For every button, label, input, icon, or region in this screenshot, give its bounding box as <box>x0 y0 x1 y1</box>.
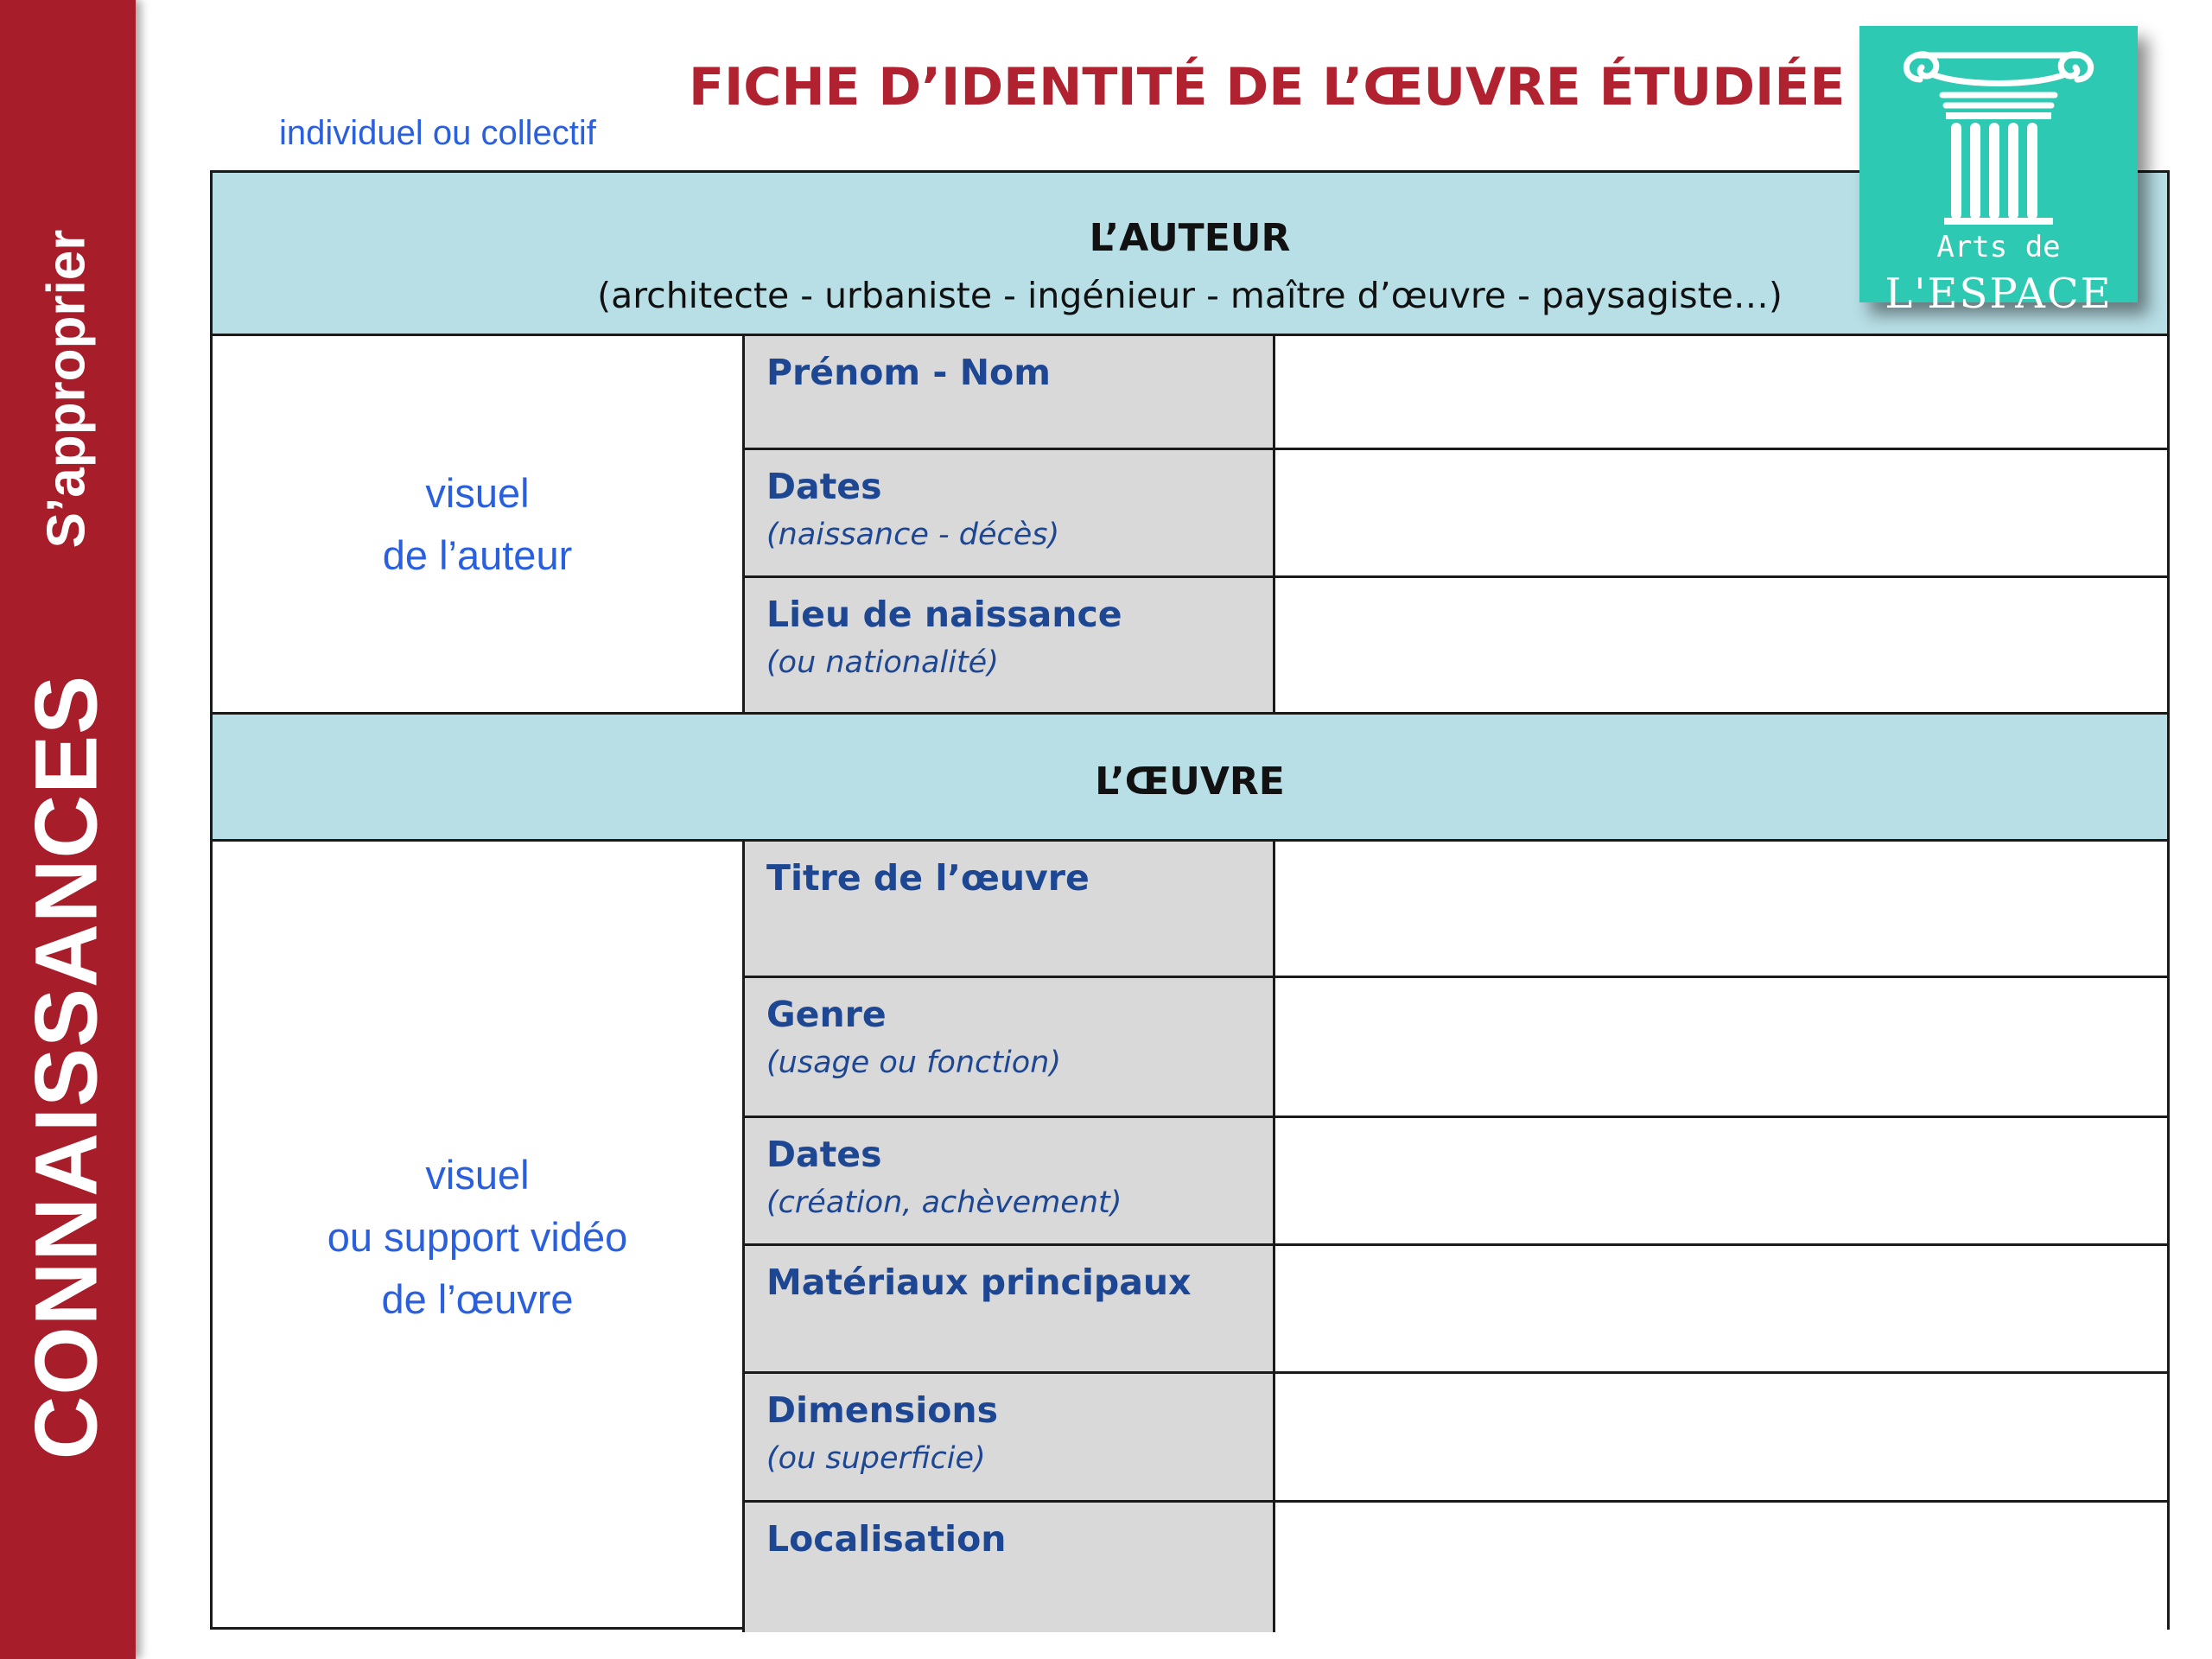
row-label-text: Dates <box>766 466 882 507</box>
oeuvre-dimensions-field[interactable] <box>1275 1374 2167 1503</box>
row-label-text: Titre de l’œuvre <box>766 857 1090 899</box>
oeuvre-visual-placeholder[interactable] <box>213 842 745 1632</box>
row-hint-text: (usage ou fonction) <box>766 1046 1061 1080</box>
row-label-text: Prénom - Nom <box>766 352 1051 393</box>
side-band <box>0 0 136 1659</box>
oeuvre-header <box>213 712 2167 842</box>
row-label-text: Matériaux principaux <box>766 1262 1192 1303</box>
auteur-row-dates-label <box>745 450 1275 578</box>
oeuvre-visual-line3: de l’œuvre <box>381 1275 574 1322</box>
auteur-visual-placeholder[interactable] <box>213 336 745 712</box>
auteur-birthplace-field[interactable] <box>1275 578 2167 712</box>
oeuvre-row-materials-label <box>745 1246 1275 1374</box>
ionic-column-icon <box>1859 26 2138 233</box>
auteur-name-field[interactable] <box>1275 336 2167 450</box>
auteur-title: L’AUTEUR <box>1089 216 1291 260</box>
oeuvre-genre-field[interactable] <box>1275 978 2167 1118</box>
oeuvre-row-dimensions-label <box>745 1374 1275 1503</box>
row-hint-text: (ou nationalité) <box>766 645 999 680</box>
side-sub-label: S’approprier <box>36 229 97 549</box>
row-hint-text: (naissance - décès) <box>766 518 1060 552</box>
oeuvre-row-genre-label <box>745 978 1275 1118</box>
oeuvre-dates-field[interactable] <box>1275 1118 2167 1246</box>
auteur-visual-line1: visuel <box>425 469 530 516</box>
oeuvre-row-dates-label <box>745 1118 1275 1246</box>
auteur-subtitle: (architecte - urbaniste - ingénieur - maître d’œuvre - paysagiste…) <box>597 275 1783 316</box>
row-hint-text: (ou superficie) <box>766 1441 986 1476</box>
oeuvre-title-field[interactable] <box>1275 842 2167 978</box>
oeuvre-title: L’ŒUVRE <box>1095 760 1285 804</box>
side-main-label: CONNAISSANCES <box>16 674 116 1460</box>
oeuvre-row-location-label <box>745 1503 1275 1632</box>
oeuvre-visual-line2: ou support vidéo <box>327 1213 628 1260</box>
oeuvre-row-title-label <box>745 842 1275 978</box>
row-label-text: Genre <box>766 994 887 1035</box>
logo-text-line1: Arts de <box>1936 230 2061 264</box>
auteur-row-birthplace-label <box>745 578 1275 712</box>
oeuvre-visual-line1: visuel <box>425 1151 530 1198</box>
auteur-visual-line2: de l’auteur <box>382 531 573 578</box>
oeuvre-materials-field[interactable] <box>1275 1246 2167 1374</box>
auteur-dates-field[interactable] <box>1275 450 2167 578</box>
row-label-text: Localisation <box>766 1518 1007 1560</box>
auteur-row-name-label <box>745 336 1275 450</box>
identity-sheet <box>210 170 2170 1630</box>
oeuvre-location-field[interactable] <box>1275 1503 2167 1632</box>
row-label-text: Dimensions <box>766 1389 999 1431</box>
logo-text-line2: L'ESPACE <box>1885 270 2113 318</box>
logo <box>1859 26 2138 318</box>
row-hint-text: (création, achèvement) <box>766 1185 1122 1220</box>
row-label-text: Lieu de naissance <box>766 594 1122 635</box>
row-label-text: Dates <box>766 1134 882 1175</box>
header-note: individuel ou collectif <box>279 114 596 152</box>
page-title: FICHE D’IDENTITÉ DE L’ŒUVRE ÉTUDIÉE <box>689 57 1846 118</box>
